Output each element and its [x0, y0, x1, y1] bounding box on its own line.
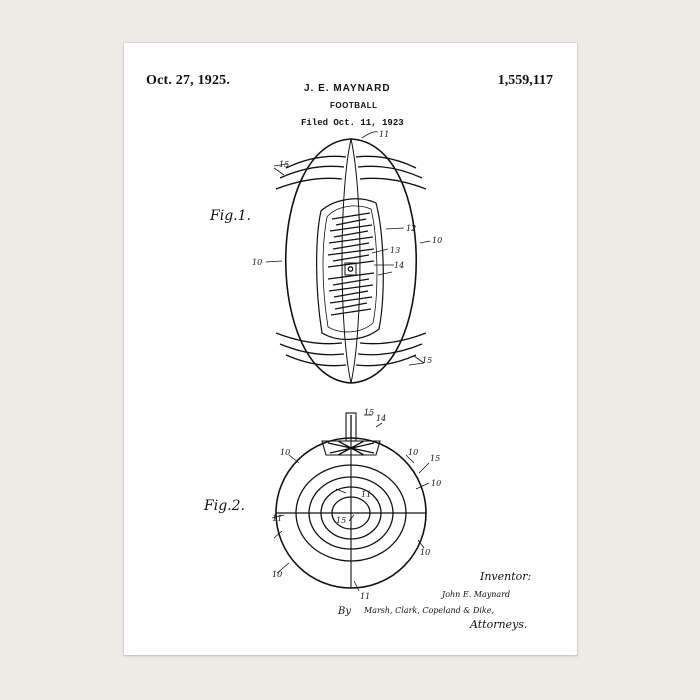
ref-numeral: 15 [279, 160, 290, 169]
ref-numeral: 15 [422, 356, 433, 365]
patent-sheet [124, 43, 577, 655]
ref-numeral: 10 [432, 236, 443, 245]
ref-numeral: 11 [379, 130, 390, 139]
patent-drawing [124, 43, 577, 655]
inventor-label: Inventor: [480, 570, 532, 583]
ref-numeral: 13 [390, 246, 401, 255]
ref-numeral: 14 [394, 261, 405, 270]
patent-title: FOOTBALL [330, 101, 378, 110]
ref-numeral: 11 [361, 490, 372, 499]
ref-numeral: 12 [406, 224, 417, 233]
ref-numeral: 10 [252, 258, 263, 267]
ref-numeral: 15 [336, 516, 347, 525]
football-end-view [276, 413, 426, 588]
ref-numeral: 10 [280, 448, 291, 457]
ref-numeral: 10 [272, 570, 283, 579]
inventor-signature: John E. Maynard [442, 590, 511, 599]
ref-numeral: 11 [360, 592, 371, 601]
patent-date: Oct. 27, 1925. [146, 73, 231, 88]
figure-2-label: Fig.2. [204, 498, 245, 514]
filed-date: Filed Oct. 11, 1923 [301, 118, 404, 128]
attorneys-signature: Marsh, Clark, Copeland & Dike, [364, 606, 495, 615]
ref-numeral: 10 [431, 479, 442, 488]
by-label: By [338, 606, 351, 617]
ref-numeral: 10 [420, 548, 431, 557]
inventor-name: J. E. MAYNARD [304, 83, 391, 94]
attorneys-label: Attorneys. [470, 618, 528, 631]
figure-1-label: Fig.1. [210, 208, 251, 224]
ref-numeral: 15 [430, 454, 441, 463]
ref-numeral: 15 [364, 408, 375, 417]
patent-number: 1,559,117 [497, 73, 553, 88]
ref-numeral: 11 [272, 514, 283, 523]
ref-numeral: 14 [376, 414, 387, 423]
ref-numeral: 10 [408, 448, 419, 457]
